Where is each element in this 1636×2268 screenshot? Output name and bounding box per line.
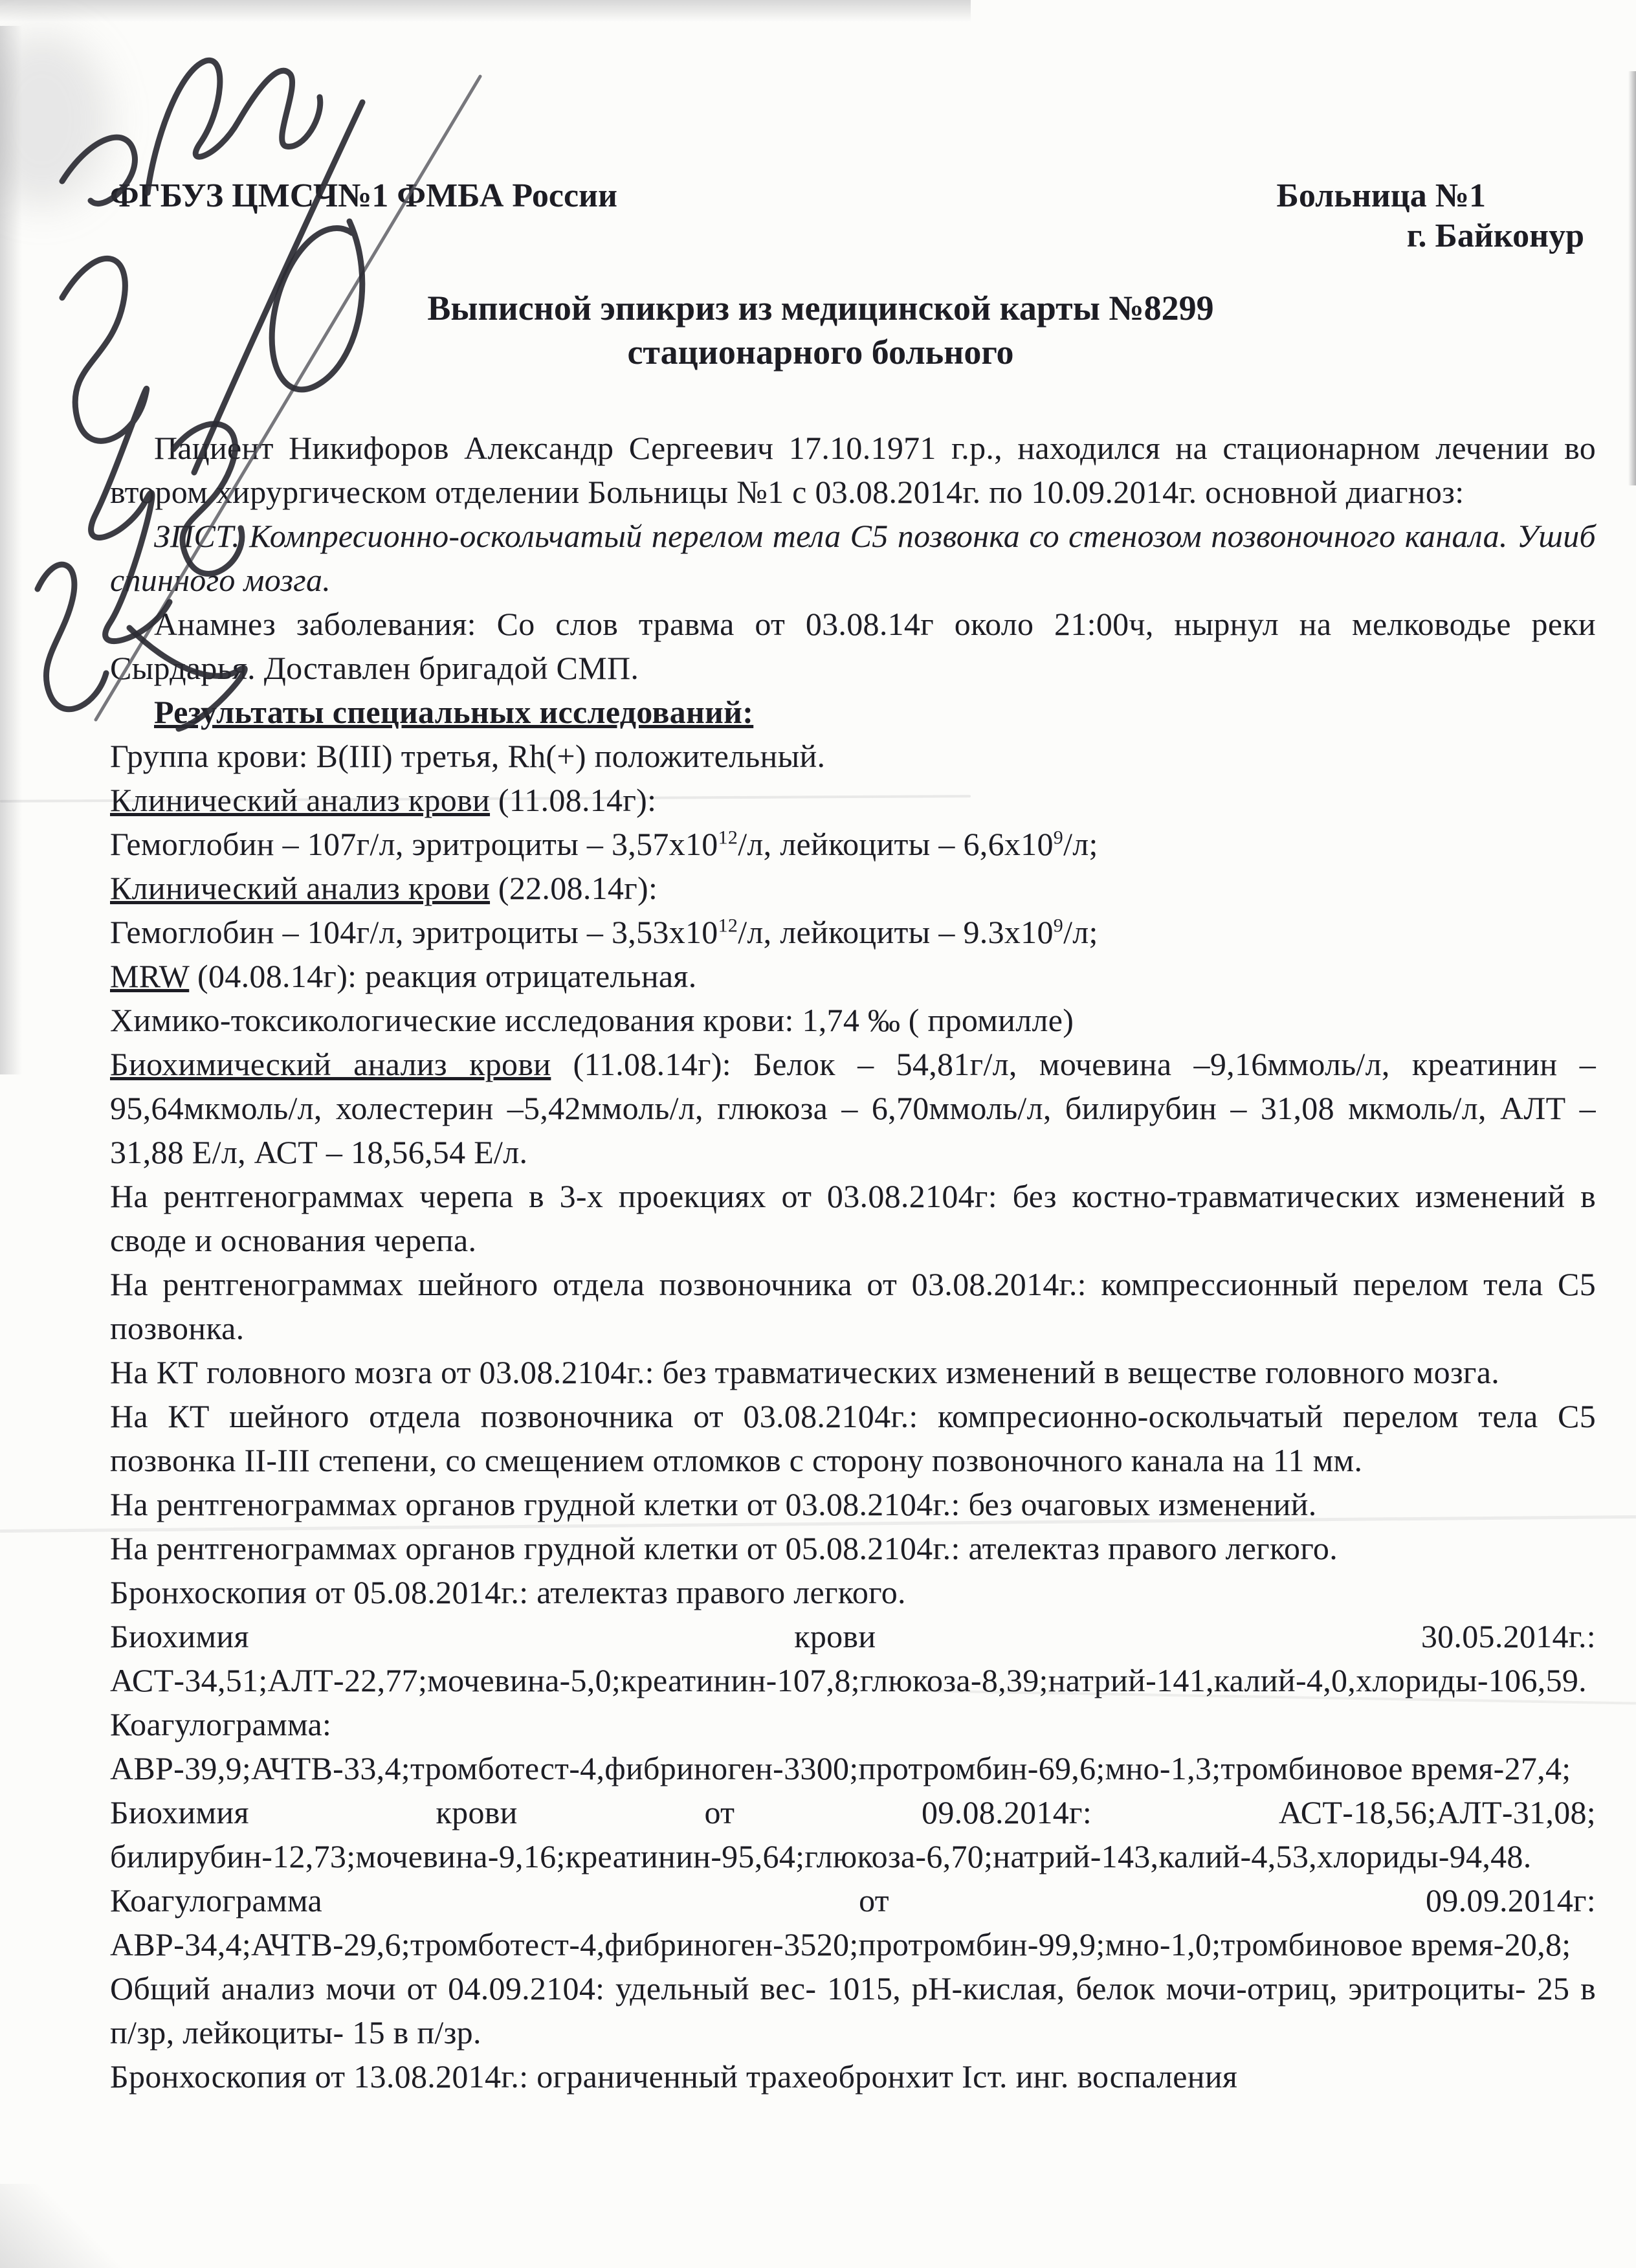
chemtox-note: ( промилле)	[900, 1002, 1074, 1038]
cbc-1-values-post: /л;	[1063, 826, 1098, 862]
permille-symbol: ‰	[867, 1002, 900, 1038]
patient-intro: Пациент Никифоров Александр Сергеевич 17.10.1971 г.р., находился на стационарном лечении во втором хирургическом отделении Больницы №1 с 03.08.2014г. по 10.09.2014г. основной диагноз:	[110, 430, 1596, 510]
diagnosis-text: ЗПСТ. Компресионно-оскольчатый перелом тела С5 позвонка со стенозом позвоночного канала. Ушиб спинного мозга.	[110, 518, 1596, 598]
mrw-label: MRW	[110, 958, 190, 994]
chemtox-text: Химико-токсикологические исследования крови: 1,74	[110, 1002, 868, 1038]
finding-line: На рентгенограммах органов грудной клетки от 03.08.2104г.: без очаговых изменений.	[110, 1486, 1317, 1522]
finding-line: Биохимия крови от 09.08.2014г: АСТ-18,56;АЛТ-31,08; билирубин-12,73;мочевина-9,16;креатинин-95,64;глюкоза-6,70;натрий-143,калий-4,53,хлориды-94,48.	[110, 1794, 1596, 1874]
finding-line: Бронхоскопия от 05.08.2014г.: ателектаз правого легкого.	[110, 1574, 906, 1610]
cbc-2-values	[110, 910, 1596, 954]
cbc-2-header	[110, 866, 1596, 910]
cbc-2-exponent-1: 12	[718, 915, 738, 937]
doc-header	[110, 176, 1596, 256]
finding-line: На рентгенограммах органов грудной клетки от 05.08.2104г.: ателектаз правого легкого.	[110, 1530, 1338, 1566]
finding-line: На КТ шейного отдела позвоночника от 03.08.2104г.: компресионно-оскольчатый перелом тела С5 позвонка II-III степени, со смещением отломков с сторону позвоночного канала на 11 мм.	[110, 1398, 1596, 1478]
cbc-1-date: (11.08.14г):	[490, 782, 657, 818]
finding-line: На рентгенограммах черепа в 3-х проекциях от 03.08.2104г: без костно-травматических изменений в своде и основания черепа.	[110, 1178, 1596, 1258]
scan-artifact-right-edge	[1628, 71, 1636, 485]
cbc-1-header	[110, 778, 1596, 822]
finding-line: На КТ головного мозга от 03.08.2104г.: без травматических изменений в веществе головного мозга.	[110, 1354, 1500, 1390]
finding-line: Бронхоскопия от 13.08.2014г.: ограниченный трахеобронхит Iст. инг. воспаления	[110, 2058, 1238, 2095]
biochem-line	[110, 1042, 1596, 1174]
cbc-2-values-mid: /л, лейкоциты – 9.3x10	[738, 914, 1054, 950]
hospital-city: г. Байконур	[1406, 217, 1584, 254]
document-title-line2: стационарного больного	[627, 333, 1014, 372]
finding-line: Общий анализ мочи от 04.09.2104: удельный вес- 1015, pH-кислая, белок мочи-отриц, эритроциты- 25 в п/зр, лейкоциты- 15 в п/зр.	[110, 1970, 1596, 2051]
cbc-2-exponent-2: 9	[1053, 915, 1064, 937]
chemtox-line	[110, 998, 1596, 1042]
cbc-1-values-mid: /л, лейкоциты – 6,6x10	[738, 826, 1054, 862]
results-heading	[110, 690, 1596, 734]
cbc-2-date: (22.08.14г):	[490, 870, 658, 906]
cbc-1-exponent-2: 9	[1053, 827, 1064, 849]
biochem-values: (11.08.14г): Белок – 54,81г/л, мочевина –9,16ммоль/л, креатинин –95,64мкмоль/л, холестерин –5,42ммоль/л, глюкоза – 6,70ммоль/л, билирубин – 31,08 мкмоль/л, АЛТ – 31,88 Е/л, АСТ – 18,56,54 Е/л.	[110, 1046, 1596, 1170]
finding-line: Коагулограмма: АВР-39,9;АЧТВ-33,4;тромботест-4,фибриноген-3300;протромбин-69,6;мно-1,3;тромбиновое время-27,4;	[110, 1706, 1571, 1786]
finding-line: На рентгенограммах шейного отдела позвоночника от 03.08.2014г.: компрессионный перелом тела С5 позвонка.	[110, 1266, 1596, 1346]
results-heading-label: Результаты специальных исследований:	[154, 694, 754, 730]
mrw-line	[110, 954, 1596, 998]
cbc-1-exponent-1: 12	[718, 827, 738, 849]
document-title	[110, 286, 1531, 374]
cbc-2-label: Клинический анализ крови	[110, 870, 491, 906]
organization-name: ФГБУЗ ЦМСЧ№1 ФМБА России	[110, 177, 617, 214]
hospital-address-block	[1276, 176, 1596, 256]
document-body	[110, 426, 1596, 2098]
finding-line: Биохимия крови 30.05.2014г.: АСТ-34,51;АЛТ-22,77;мочевина-5,0;креатинин-107,8;глюкоза-8,39;натрий-141,калий-4,0,хлориды-106,59.	[110, 1618, 1596, 1698]
cbc-1-values-pre: Гемоглобин – 107г/л, эритроциты – 3,57x10	[110, 826, 718, 862]
finding-line: Коагулограмма от 09.09.2014г: АВР-34,4;АЧТВ-29,6;тромботест-4,фибриноген-3520;протромбин-99,9;мно-1,0;тромбиновое время-20,8;	[110, 1882, 1596, 1962]
biochem-label: Биохимический анализ крови	[110, 1046, 551, 1082]
blood-group-line: Группа крови: В(III) третья, Rh(+) положительный.	[110, 738, 826, 774]
scan-artifact-bottom-left	[0, 2184, 123, 2268]
cbc-2-values-post: /л;	[1063, 914, 1098, 950]
cbc-1-label: Клинический анализ крови	[110, 782, 491, 818]
document-title-line1: Выписной эпикриз из медицинской карты №8299	[427, 289, 1214, 328]
cbc-2-values-pre: Гемоглобин – 104г/л, эритроциты – 3,53x10	[110, 914, 718, 950]
scan-artifact-top-left	[0, 32, 110, 207]
anamnesis-text: Анамнез заболевания: Со слов травма от 03.08.14г около 21:00ч, нырнул на мелководье реки Сырдарья. Доставлен бригадой СМП.	[110, 606, 1596, 686]
mrw-result: (04.08.14г): реакция отрицательная.	[189, 958, 697, 994]
hospital-name: Больница №1	[1276, 177, 1486, 214]
scan-artifact-top-edge	[0, 0, 971, 22]
cbc-1-values	[110, 822, 1596, 866]
